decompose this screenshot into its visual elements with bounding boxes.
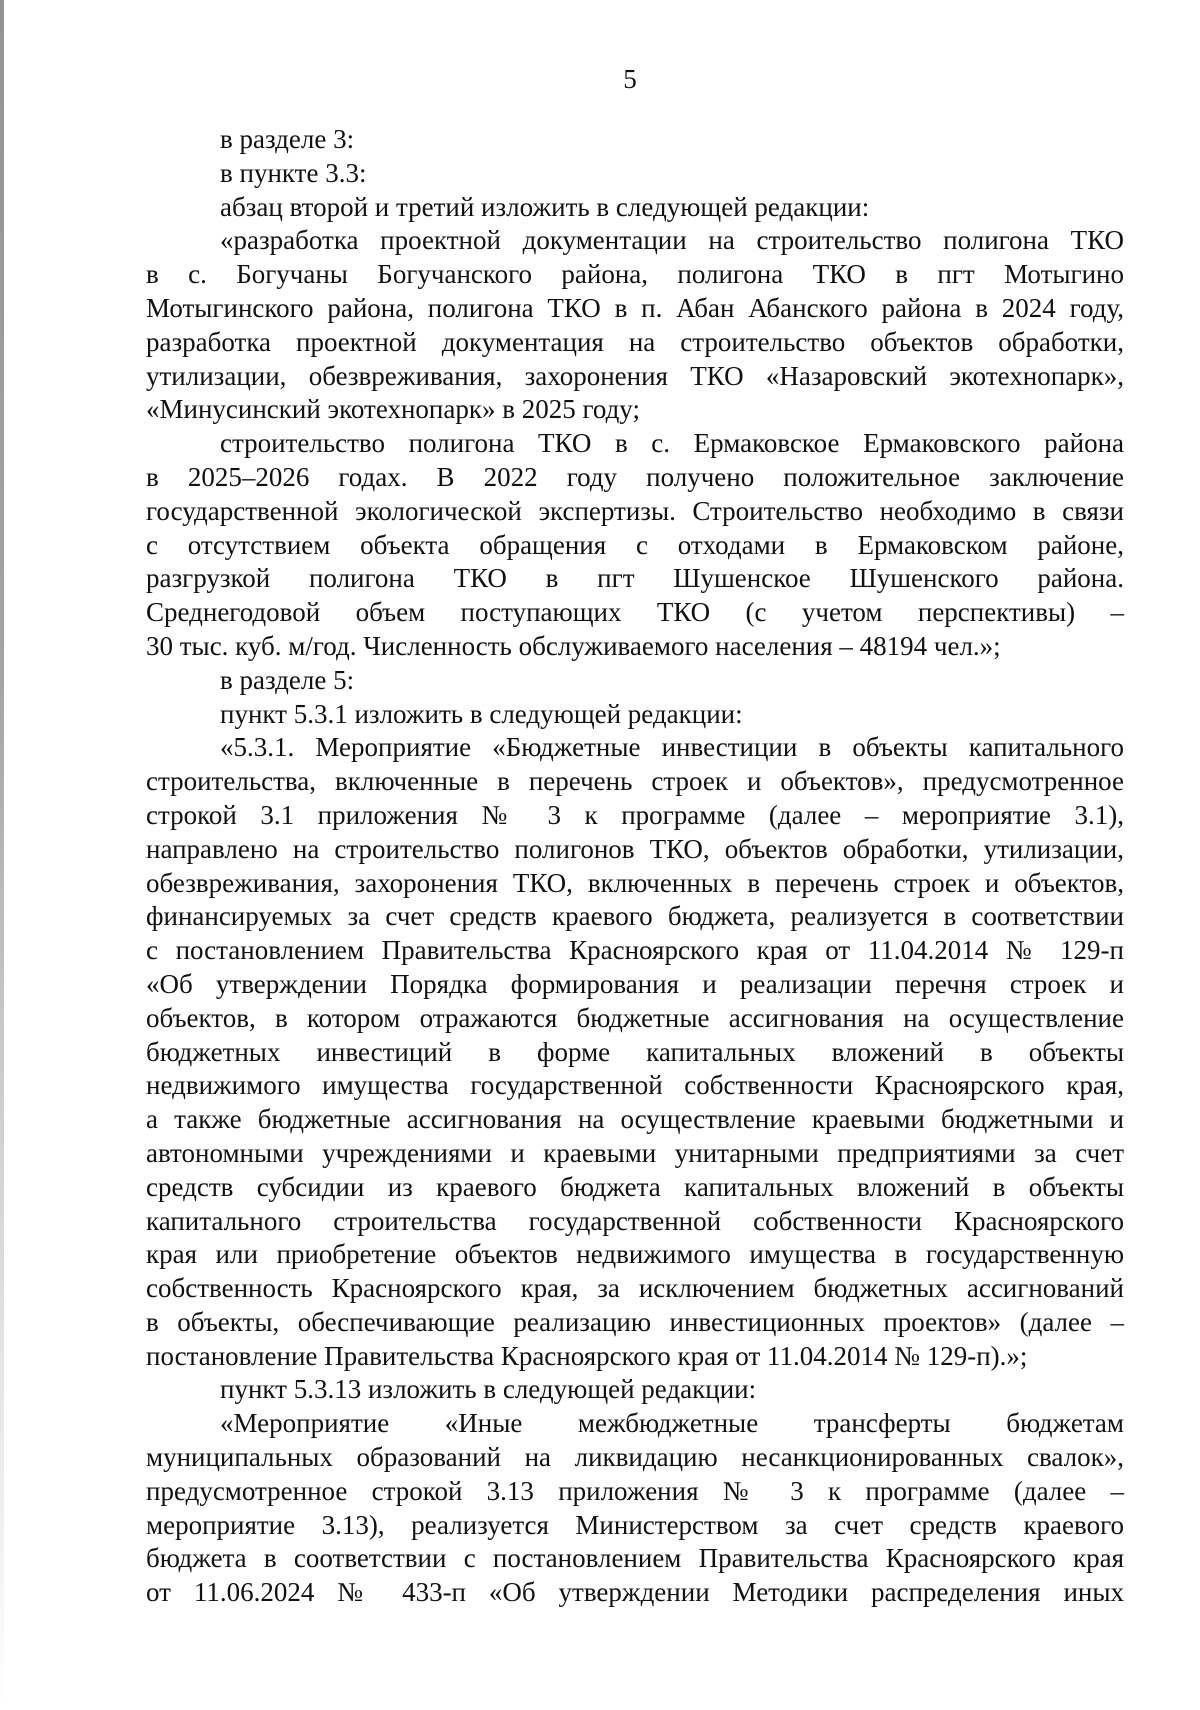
text-line: автономными учреждениями и краевыми унитарными предприятиями за счет [146,1137,1124,1168]
text-line: с отсутствием объекта обращения с отходами в Ермаковском районе, [146,529,1124,560]
text-line: а также бюджетные ассигнования на осуществление краевыми бюджетными и [146,1104,1124,1135]
text-line: государственной экологической экспертизы. Строительство необходимо в связи [146,495,1124,526]
text-line: в с. Богучаны Богучанского района, полигона ТКО в пгт Мотыгино [146,259,1124,290]
text-line: Мотыгинского района, полигона ТКО в п. Абан Абанского района в 2024 году, [146,292,1124,323]
text-line: строкой 3.1 приложения № 3 к программе (далее – мероприятие 3.1), [146,799,1124,830]
text-line: средств субсидии из краевого бюджета капитальных вложений в объекты [146,1171,1124,1202]
text-line: «разработка проектной документации на строительство полигона ТКО [220,225,1124,256]
text-line: разгрузкой полигона ТКО в пгт Шушенское Шушенского района. [146,563,1124,594]
text-line: в разделе 5: [220,664,355,695]
text-line: пункт 5.3.1 изложить в следующей редакции: [220,698,743,729]
text-line: 30 тыс. куб. м/год. Численность обслуживаемого населения – 48194 чел.»; [146,630,1001,661]
text-line: постановление Правительства Красноярского края от 11.04.2014 № 129-п).»; [146,1340,1028,1371]
text-line: края или приобретение объектов недвижимого имущества в государственную [146,1239,1124,1270]
text-line: с постановлением Правительства Красноярского края от 11.04.2014 № 129-п [146,935,1124,966]
scan-left-edge [0,0,4,1710]
text-line: пункт 5.3.13 изложить в следующей редакции: [220,1374,757,1405]
text-line: «Минусинский экотехнопарк» в 2025 году; [146,394,640,425]
text-line: собственность Красноярского края, за исключением бюджетных ассигнований [146,1273,1124,1304]
text-line: предусмотренное строкой 3.13 приложения № 3 к программе (далее – [146,1475,1124,1506]
document-body [146,123,1124,1610]
text-line: «Об утверждении Порядка формирования и реализации перечня строек и [146,968,1124,999]
text-line: обезвреживания, захоронения ТКО, включенных в перечень строек и объектов, [146,867,1124,898]
page-number: 5 [623,64,637,94]
text-line: утилизации, обезвреживания, захоронения ТКО «Назаровский экотехнопарк», [146,360,1124,391]
text-line: «5.3.1. Мероприятие «Бюджетные инвестиции в объекты капитального [220,732,1124,763]
text-line: Среднегодовой объем поступающих ТКО (с учетом перспективы) – [146,597,1124,628]
text-line: в разделе 3: [220,124,355,154]
text-line: бюджета в соответствии с постановлением Правительства Красноярского края [146,1543,1124,1574]
text-line: строительство полигона ТКО в с. Ермаковское Ермаковского района [220,428,1124,459]
text-line: «Мероприятие «Иные межбюджетные трансферты бюджетам [220,1408,1124,1439]
text-line: муниципальных образований на ликвидацию несанкционированных свалок», [146,1442,1124,1473]
text-line: направлено на строительство полигонов ТКО, объектов обработки, утилизации, [146,833,1124,864]
text-line: капитального строительства государственной собственности Красноярского [146,1205,1124,1236]
text-line: бюджетных инвестиций в форме капитальных вложений в объекты [146,1036,1124,1067]
text-line: разработка проектной документация на строительство объектов обработки, [146,326,1124,357]
text-line: недвижимого имущества государственной собственности Красноярского края, [146,1070,1124,1101]
text-line: в объекты, обеспечивающие реализацию инвестиционных проектов» (далее – [146,1306,1124,1337]
text-line: в пункте 3.3: [220,157,367,188]
text-line: объектов, в котором отражаются бюджетные ассигнования на осуществление [146,1002,1124,1033]
text-line: строительства, включенные в перечень строек и объектов», предусмотренное [146,766,1124,797]
text-line: мероприятие 3.13), реализуется Министерством за счет средств краевого [146,1509,1124,1540]
text-line: финансируемых за счет средств краевого бюджета, реализуется в соответствии [146,901,1124,932]
text-line: в 2025–2026 годах. В 2022 году получено положительное заключение [146,461,1124,492]
text-line: от 11.06.2024 № 433-п «Об утверждении Методики распределения иных [146,1577,1124,1608]
text-line: абзац второй и третий изложить в следующей редакции: [220,191,870,222]
